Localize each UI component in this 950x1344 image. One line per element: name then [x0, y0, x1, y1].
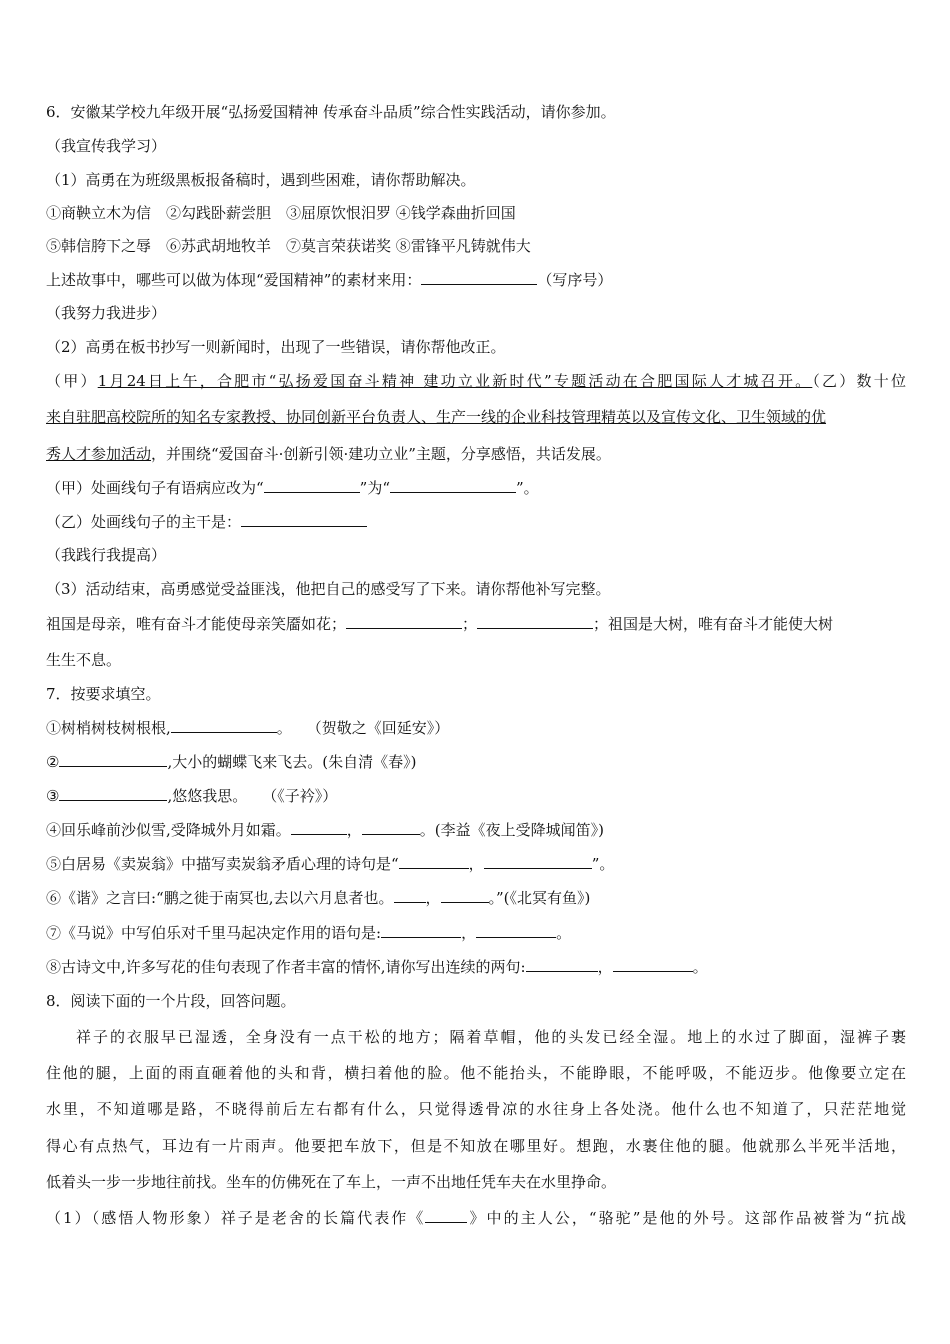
answer-blank[interactable]: [394, 888, 426, 903]
q7-item4-source: 。(李益《夜上受降城闻笛》): [419, 821, 605, 839]
q6-part1-question: [46, 270, 906, 290]
news-yi-marker: （乙）数十位: [812, 372, 906, 390]
period: 。: [556, 924, 572, 942]
q6-jia-correction: [46, 478, 906, 498]
q7-item2-text: ,大小的蝴蝶飞来飞去。(朱自清《春》): [167, 753, 417, 771]
answer-blank[interactable]: [346, 614, 462, 629]
answer-blank[interactable]: [59, 786, 167, 801]
q6-news-line1: [46, 371, 906, 391]
q7-item1-text: ①树梢树枝树根根,: [46, 719, 171, 737]
answer-blank[interactable]: [613, 957, 693, 972]
q7-item3-text: ,悠悠我思。 （《子衿》）: [167, 787, 338, 805]
q6-part3-line1: [46, 614, 906, 634]
q6-title: 6．安徽某学校九年级开展“弘扬爱国精神 传承奋斗品质”综合性实践活动，请你参加。: [46, 103, 616, 121]
answer-blank[interactable]: [264, 478, 360, 493]
q8-question1: [46, 1208, 906, 1228]
q7-item6-source: 。”(《北冥有鱼》): [488, 889, 591, 907]
comma: ，: [597, 958, 613, 976]
answer-blank[interactable]: [399, 854, 469, 869]
jia-end: ”。: [516, 479, 539, 497]
comma: ，: [425, 889, 441, 907]
q7-item6: [46, 888, 906, 908]
p3-text-c: ；祖国是大树，唯有奋斗才能使大树: [593, 615, 834, 633]
q7-item6-text: ⑥《谐》之言曰:“鹏之徙于南冥也,去以六月息者也。: [46, 889, 394, 907]
q8-title: 8．阅读下面的一个片段，回答问题。: [46, 992, 296, 1010]
jia-text: （甲）处画线句子有语病应改为“: [46, 479, 264, 497]
period: 。: [692, 958, 708, 976]
q7-item1: [46, 718, 906, 738]
q7-item8: [46, 957, 906, 977]
answer-blank[interactable]: [291, 820, 347, 835]
q7-item3: [46, 786, 906, 806]
q7-item7-text: ⑦《马说》中写伯乐对千里马起决定作用的语句是:: [46, 924, 382, 942]
news-line3-rest: ，并围绕“爱国奋斗·创新引领·建功立业”主题，分享感悟，共话发展。: [151, 445, 611, 463]
q6-section1-heading: （我宣传我学习）: [46, 137, 167, 155]
news-jia-marker: （甲）: [46, 372, 98, 390]
q7-item7: [46, 923, 906, 943]
comma: ，: [346, 821, 362, 839]
answer-blank[interactable]: [425, 1208, 467, 1223]
q7-item1-source: 。 （贺敬之《回延安》）: [276, 719, 450, 737]
answer-blank[interactable]: [381, 923, 461, 938]
answer-blank[interactable]: [241, 512, 367, 527]
q7-item4-text: ④回乐峰前沙似雪,受降城外月如霜。: [46, 821, 291, 839]
q7-item2: [46, 752, 906, 772]
q6-section2-heading: （我努力我进步）: [46, 304, 167, 322]
q6-part1-intro: （1）高勇在为班级黑板报备稿时，遇到些困难，请你帮助解决。: [46, 171, 476, 189]
answer-blank[interactable]: [390, 478, 516, 493]
answer-blank[interactable]: [476, 923, 556, 938]
answer-blank[interactable]: [362, 820, 420, 835]
news-line3-underlined: 秀人才参加活动: [46, 445, 152, 463]
p3-text-a: 祖国是母亲，唯有奋斗才能使母亲笑靥如花；: [46, 615, 347, 633]
answer-blank[interactable]: [171, 718, 277, 733]
q8-passage-line2: 住他的腿，上面的雨直砸着他的头和背，横扫着他的脸。他不能抬头，不能睁眼，不能呼吸，不能迈步。他像要立定在: [46, 1064, 906, 1082]
q6-part1-question-text: 上述故事中，哪些可以做为体现“爱国精神”的素材来用：: [46, 271, 422, 289]
q6-news-line3: [46, 444, 906, 464]
q7-title: 7．按要求填空。: [46, 685, 161, 703]
q6-section3-heading: （我践行我提高）: [46, 546, 167, 564]
answer-blank[interactable]: [441, 888, 489, 903]
q6-part1-question-suffix: （写序号）: [537, 271, 613, 289]
closing-quote: ”。: [591, 855, 615, 873]
q8-q1-text: （1）（感悟人物形象）祥子是老舍的长篇代表作《: [46, 1209, 426, 1227]
q6-part3-intro: （3）活动结束，高勇感觉受益匪浅，他把自己的感受写了下来。请你帮他补写完整。: [46, 580, 611, 598]
q6-yi-trunk: [46, 512, 906, 532]
comma: ，: [468, 855, 484, 873]
answer-blank[interactable]: [477, 614, 593, 629]
q7-item2-marker: ②: [46, 753, 60, 771]
q8-passage-line4: 得心有点热气，耳边有一片雨声。他要把车放下，但是不知放在哪里好。想跑，水裹住他的腿。他就那么半死半活地，: [46, 1137, 906, 1155]
q6-stories-row2: ⑤韩信胯下之辱 ⑥苏武胡地牧羊 ⑦莫言荣获诺奖 ⑧雷锋平凡铸就伟大: [46, 237, 531, 255]
p3-text-b: ；: [462, 615, 478, 633]
q7-item4: [46, 820, 906, 840]
comma: ，: [461, 924, 477, 942]
q8-passage-line1: 祥子的衣服早已湿透，全身没有一点干松的地方；隔着草帽，他的头发已经全湿。地上的水过了脚面，湿裤子裹: [76, 1028, 906, 1046]
q6-part3-line2: 生生不息。: [46, 651, 122, 669]
answer-blank[interactable]: [421, 270, 537, 285]
jia-mid: ”为“: [359, 479, 391, 497]
q6-stories-row1: ①商鞅立木为信 ②勾践卧薪尝胆 ③屈原饮恨汨罗 ④钱学森曲折回国: [46, 204, 516, 222]
answer-blank[interactable]: [59, 752, 167, 767]
q7-item8-text: ⑧古诗文中,许多写花的佳句表现了作者丰富的情怀,请你写出连续的两句:: [46, 958, 526, 976]
q7-item3-marker: ③: [46, 787, 60, 805]
q6-part2-intro: （2）高勇在板书抄写一则新闻时，出现了一些错误，请你帮他改正。: [46, 338, 506, 356]
q7-item5-text: ⑤白居易《卖炭翁》中描写卖炭翁矛盾心理的诗句是“: [46, 855, 399, 873]
answer-blank[interactable]: [526, 957, 598, 972]
q7-item5: [46, 854, 906, 874]
news-jia-underlined: 1月24日上午，合肥市“弘扬爱国奋斗精神 建功立业新时代”专题活动在合肥国际人才城召开。: [97, 372, 813, 390]
q8-q1-rest: 》中的主人公，“骆驼”是他的外号。这部作品被誉为“抗战: [467, 1209, 907, 1227]
yi-text: （乙）处画线句子的主干是：: [46, 513, 242, 531]
q8-passage-line3: 水里，不知道哪是路，不晓得前后左右都有什么，只觉得透骨凉的水往身上各处浇。他什么也不知道了，只茫茫地觉: [46, 1100, 906, 1118]
q8-passage-line5: 低着头一步一步地往前找。坐车的仿佛死在了车上，一声不出地任凭车夫在水里挣命。: [46, 1173, 617, 1191]
answer-blank[interactable]: [484, 854, 592, 869]
q6-news-line2: 来自驻肥高校院所的知名专家教授、协同创新平台负责人、生产一线的企业科技管理精英以及宣传文化、卫生领域的优: [46, 408, 827, 426]
